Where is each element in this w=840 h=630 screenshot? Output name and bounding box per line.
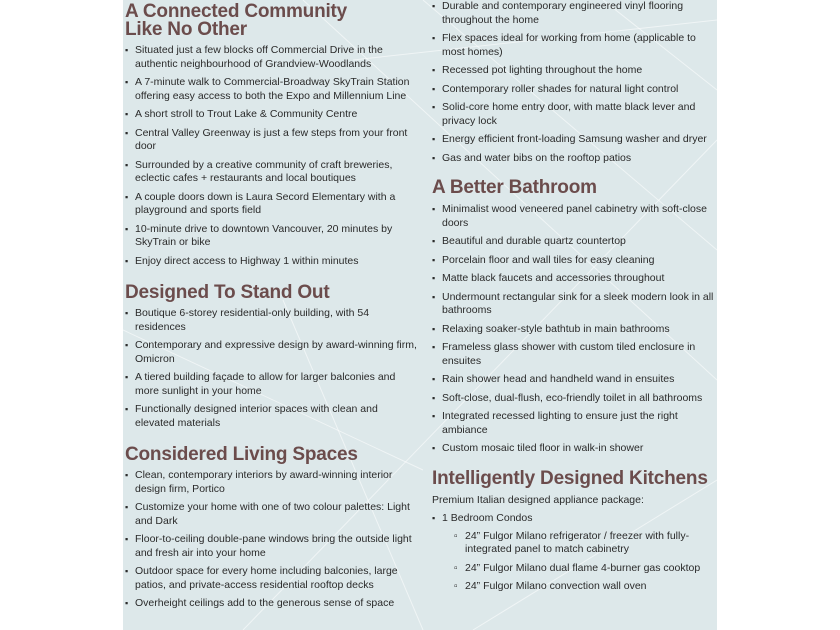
list-item: ▪ Relaxing soaker-style bathtub in main bathrooms [432, 323, 717, 337]
list-item: ▪ Situated just a few blocks off Commercial Drive in the authentic neighbourhood of Grandview-Woodlands [125, 44, 417, 71]
list-item: ▪ Boutique 6-storey residential-only building, with 54 residences [125, 307, 417, 334]
community-list [125, 44, 417, 268]
living-list [125, 469, 417, 611]
list-item: ▪ Matte black faucets and accessories throughout [432, 272, 717, 286]
list-item: ▪ Customize your home with one of two colour palettes: Light and Dark [125, 501, 417, 528]
bathroom-list [432, 203, 717, 456]
living-heading: Considered Living Spaces [125, 444, 358, 465]
list-item: ▪ Floor-to-ceiling double-pane windows bring the outside light and fresh air into your home [125, 533, 417, 560]
list-item: ▪ Rain shower head and handheld wand in ensuites [432, 373, 717, 387]
kitchens-list [432, 512, 717, 526]
list-item: ▪ Soft-close, dual-flush, eco-friendly toilet in all bathrooms [432, 392, 717, 406]
list-item: ▪ Clean, contemporary interiors by award-winning interior design firm, Portico [125, 469, 417, 496]
list-item: ▪ Recessed pot lighting throughout the home [432, 64, 717, 78]
designed-heading: Designed To Stand Out [125, 282, 330, 303]
list-item: ▪ Contemporary and expressive design by award-winning firm, Omicron [125, 339, 417, 366]
list-item: ▪ Beautiful and durable quartz countertop [432, 235, 717, 249]
list-item: ▪ Undermount rectangular sink for a sleek modern look in all bathrooms [432, 291, 717, 318]
community-heading-line-1: A Connected Community [125, 1, 348, 22]
kitchens-sub-list [454, 530, 717, 594]
list-item: ▪ Flex spaces ideal for working from home (applicable to most homes) [432, 32, 717, 59]
list-item: ▪ Central Valley Greenway is just a few steps from your front door [125, 127, 417, 154]
list-item: ▪ Custom mosaic tiled floor in walk-in shower [432, 442, 717, 456]
list-item: ▫ 24” Fulgor Milano convection wall oven [454, 580, 717, 594]
list-item: ▪ Frameless glass shower with custom tiled enclosure in ensuites [432, 341, 717, 368]
list-item: ▪ Gas and water bibs on the rooftop patios [432, 152, 717, 166]
list-item: ▫ 24” Fulgor Milano refrigerator / freezer with fully-integrated panel to match cabinetry [454, 530, 717, 557]
list-item: ▪ A couple doors down is Laura Secord Elementary with a playground and sports field [125, 191, 417, 218]
list-item: ▪ Contemporary roller shades for natural light control [432, 83, 717, 97]
list-item: ▪ Surrounded by a creative community of craft breweries, eclectic cafes + restaurants and local boutiques [125, 159, 417, 186]
list-item: ▪ Functionally designed interior spaces with clean and elevated materials [125, 403, 417, 430]
list-item: ▪ Energy efficient front-loading Samsung washer and dryer [432, 133, 717, 147]
list-item: ▪ Outdoor space for every home including balconies, large patios, and private-access residential rooftop decks [125, 565, 417, 592]
kitchens-intro: Premium Italian designed appliance package: [432, 493, 644, 506]
bathroom-heading: A Better Bathroom [432, 177, 597, 198]
list-item: ▪ 1 Bedroom Condos [432, 512, 717, 526]
community-heading-line-2: Like No Other [125, 19, 247, 40]
community-heading [125, 3, 417, 39]
left-column [125, 0, 417, 616]
features-list [432, 0, 717, 165]
list-item: ▪ 10-minute drive to downtown Vancouver, 20 minutes by SkyTrain or bike [125, 223, 417, 250]
list-item: ▪ Overheight ceilings add to the generous sense of space [125, 597, 417, 611]
list-item: ▫ 24” Fulgor Milano dual flame 4-burner gas cooktop [454, 562, 717, 576]
feature-sheet [123, 0, 717, 630]
list-item: ▪ A 7-minute walk to Commercial-Broadway SkyTrain Station offering easy access to both the Expo and Millennium Line [125, 76, 417, 103]
list-item: ▪ A tiered building façade to allow for larger balconies and more sunlight in your home [125, 371, 417, 398]
kitchens-heading: Intelligently Designed Kitchens [432, 467, 708, 489]
list-item: ▪ Enjoy direct access to Highway 1 within minutes [125, 255, 417, 269]
list-item: ▪ Porcelain floor and wall tiles for easy cleaning [432, 254, 717, 268]
list-item: ▪ Durable and contemporary engineered vinyl flooring throughout the home [432, 0, 717, 27]
list-item: ▪ A short stroll to Trout Lake & Community Centre [125, 108, 417, 122]
list-item: ▪ Minimalist wood veneered panel cabinetry with soft-close doors [432, 203, 717, 230]
list-item: ▪ Solid-core home entry door, with matte black lever and privacy lock [432, 101, 717, 128]
right-column [432, 0, 717, 599]
designed-list [125, 307, 417, 430]
list-item: ▪ Integrated recessed lighting to ensure just the right ambiance [432, 410, 717, 437]
